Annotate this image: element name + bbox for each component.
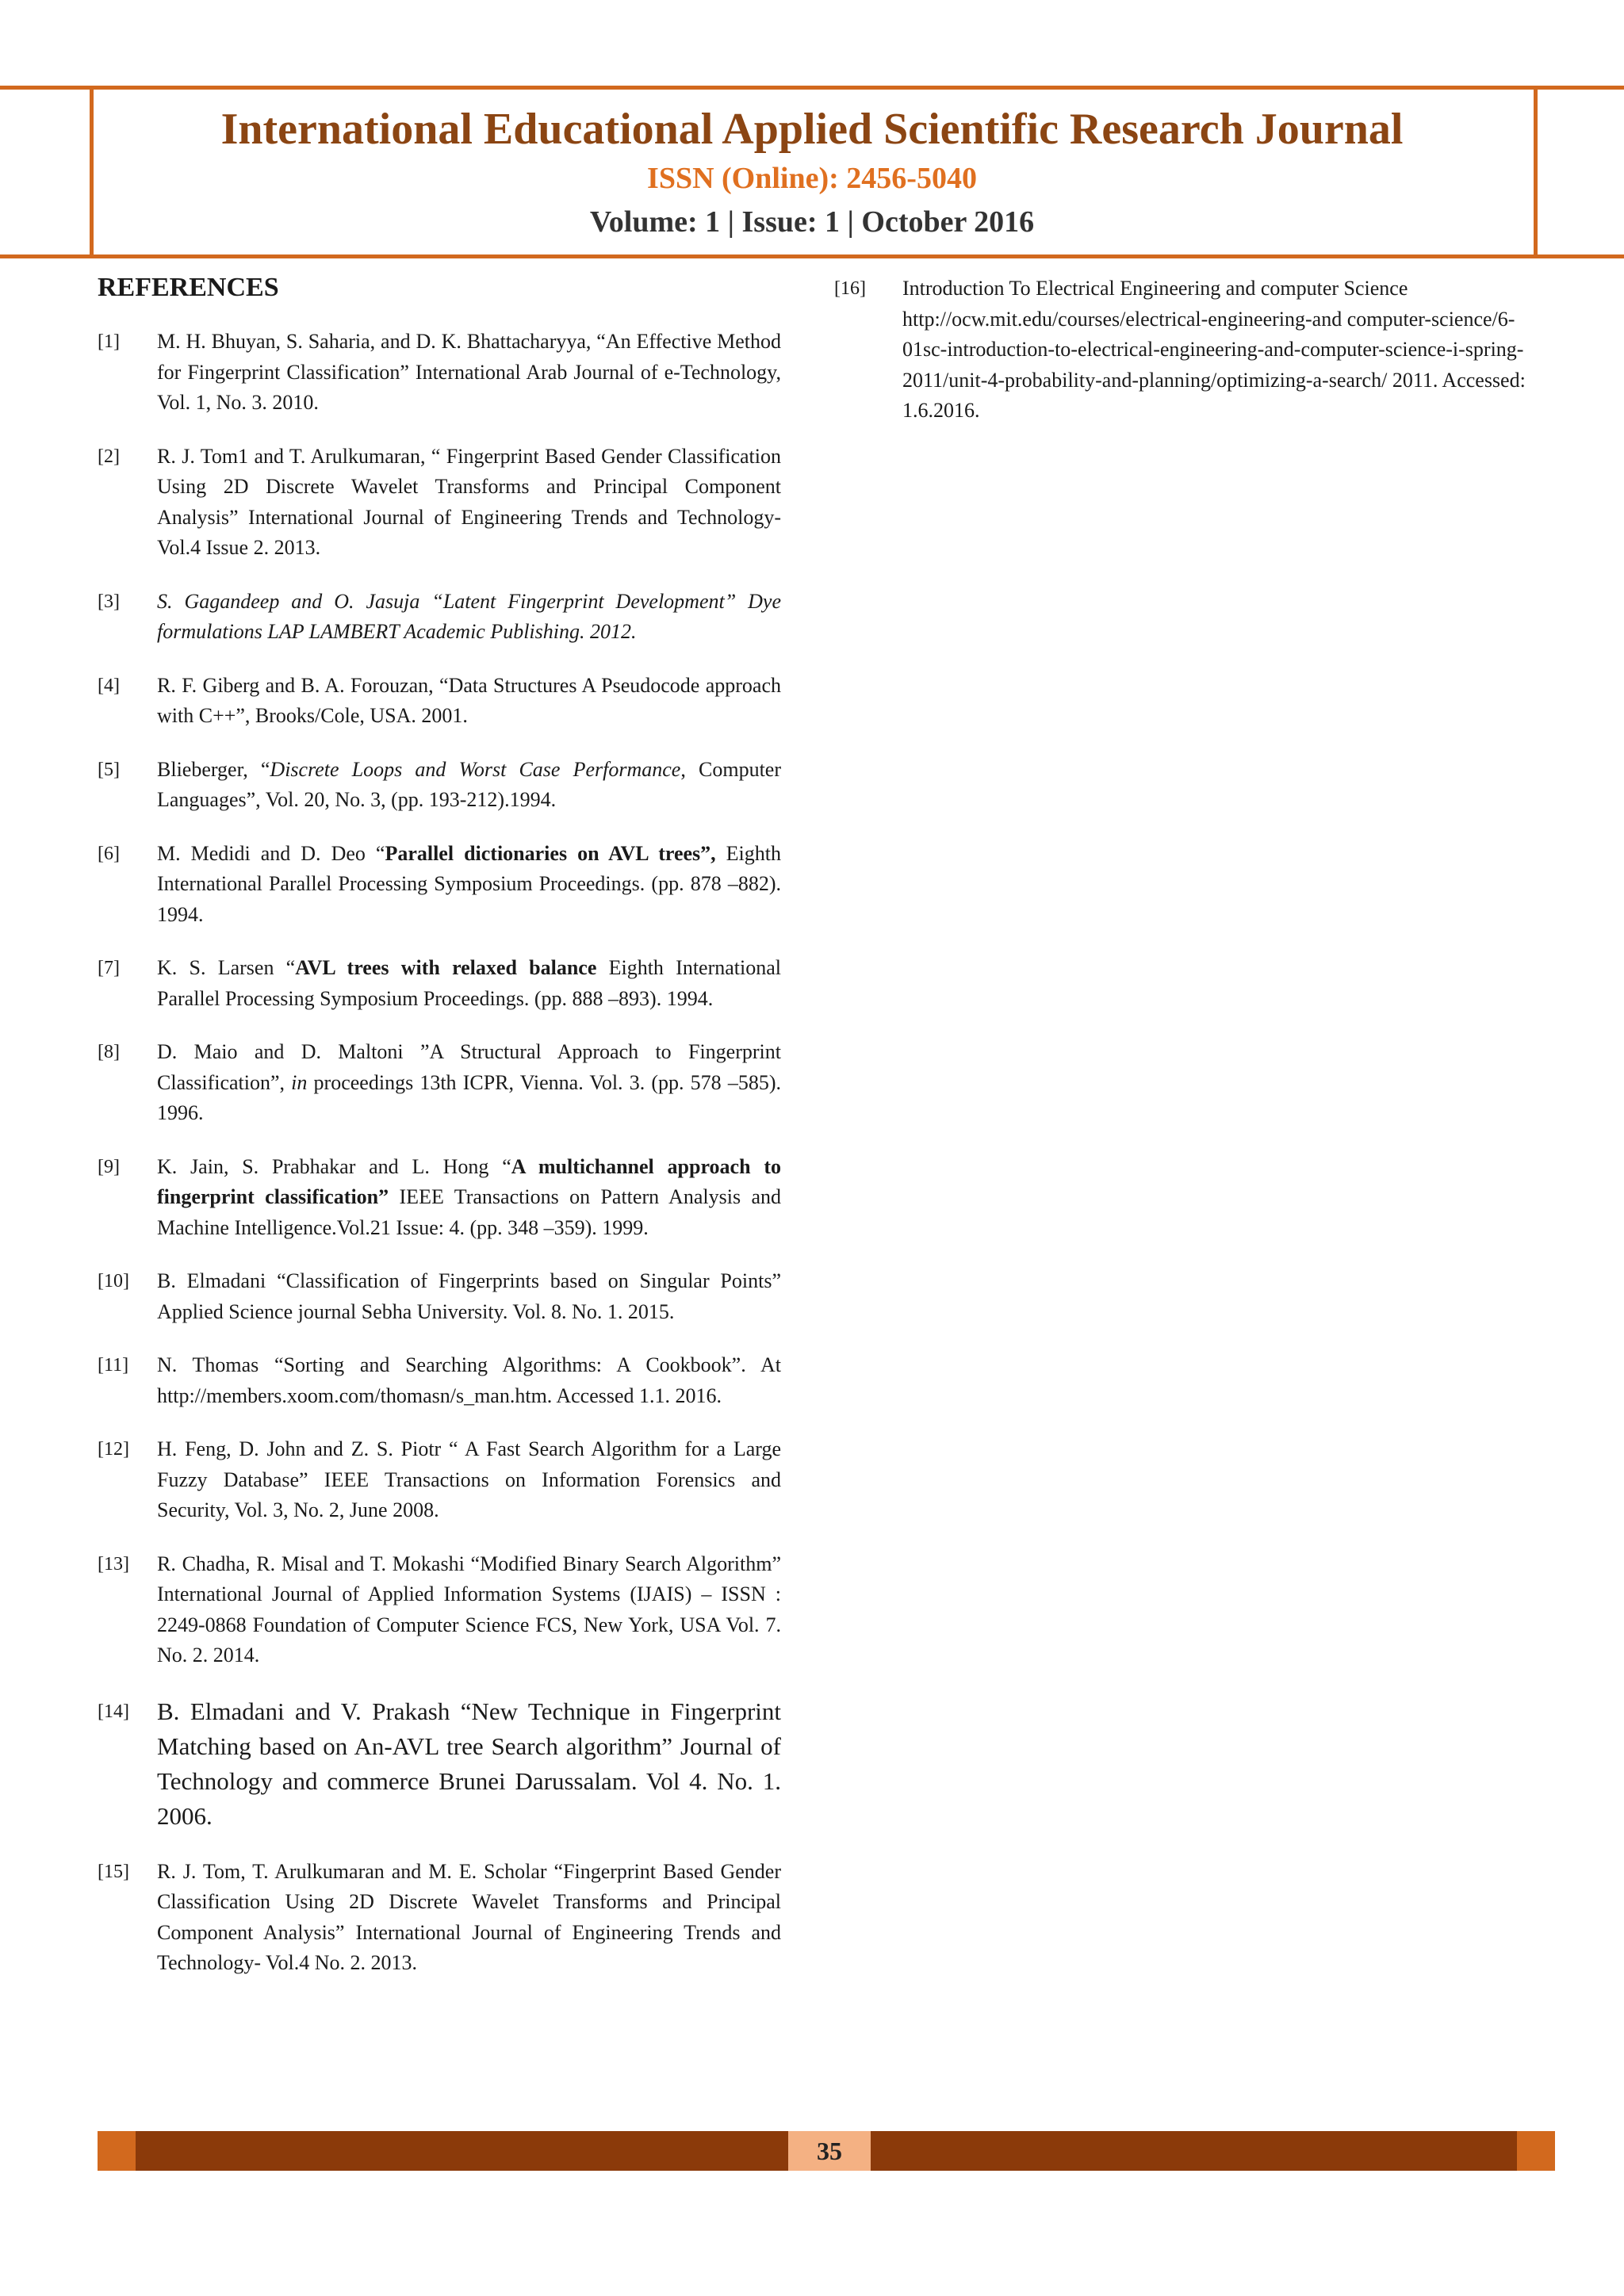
reference-text: M. H. Bhuyan, S. Saharia, and D. K. Bhattacharyya, “An Effective Method for Fingerprint Classification” International Arab Journal of e-Technology, Vol. 1, No. 3. 2010. <box>157 330 781 414</box>
page-number: 35 <box>788 2131 871 2171</box>
journal-header <box>0 86 1624 258</box>
reference-4 <box>98 671 781 732</box>
reference-13 <box>98 1549 781 1671</box>
reference-9 <box>98 1152 781 1244</box>
reference-text: Introduction To Electrical Engineering and computer Science http://ocw.mit.edu/courses/electrical-engineering-and computer-science/6-01sc-introduction-to-electrical-engineering-and-computer-science-i-spring-2011/unit-4-probability-and-planning/optimizing-a-search/ 2011. Accessed: 1.6.2016. <box>902 277 1526 422</box>
reference-number: [11] <box>98 1355 129 1376</box>
references-column-right <box>834 274 1526 450</box>
reference-number: [2] <box>98 446 120 467</box>
reference-text: S. Gagandeep and O. Jasuja “Latent Fingerprint Development” Dye formulations LAP LAMBERT Academic Publishing. 2012. <box>157 589 781 643</box>
reference-text: B. Elmadani “Classification of Fingerprints based on Singular Points” Applied Science journal Sebha University. Vol. 8. No. 1. 2015. <box>157 1269 781 1323</box>
reference-15 <box>98 1857 781 1979</box>
reference-number: [1] <box>98 331 120 352</box>
reference-text: H. Feng, D. John and Z. S. Piotr “ A Fast Search Algorithm for a Large Fuzzy Database” IEEE Transactions on Information Forensics and Security, Vol. 3, No. 2, June 2008. <box>157 1437 781 1521</box>
journal-volume: Volume: 1 | Issue: 1 | October 2016 <box>589 205 1035 239</box>
reference-number: [16] <box>834 278 866 299</box>
page-footer-bar <box>98 2131 1555 2171</box>
reference-text: K. S. Larsen “AVL trees with relaxed balance Eighth International Parallel Processing Symposium Proceedings. (pp. 888 –893). 1994. <box>157 956 782 1010</box>
reference-number: [14] <box>98 1701 129 1722</box>
reference-14 <box>98 1694 781 1834</box>
footer-left-cap <box>98 2131 136 2171</box>
reference-number: [3] <box>98 591 120 612</box>
reference-number: [5] <box>98 759 120 780</box>
reference-7 <box>98 953 781 1014</box>
reference-number: [4] <box>98 675 120 696</box>
reference-number: [15] <box>98 1861 129 1882</box>
reference-text: K. Jain, S. Prabhakar and L. Hong “A multichannel approach to fingerprint classification” IEEE Transactions on Pattern Analysis and Machine Intelligence.Vol.21 Issue: 4. (pp. 348 –359). 1999. <box>157 1154 781 1239</box>
reference-number: [7] <box>98 958 120 978</box>
reference-11 <box>98 1350 781 1411</box>
reference-number: [6] <box>98 843 120 864</box>
journal-title: International Educational Applied Scientific Research Journal <box>220 105 1404 154</box>
reference-10 <box>98 1266 781 1327</box>
reference-text: R. J. Tom1 and T. Arulkumaran, “ Fingerprint Based Gender Classification Using 2D Discrete Wavelet Transforms and Principal Component Analysis” International Journal of Engineering Trends and Technology- Vol.4 Issue 2. 2013. <box>157 444 781 559</box>
reference-5 <box>98 755 781 816</box>
journal-issn: ISSN (Online): 2456-5040 <box>647 162 977 195</box>
section-title: REFERENCES <box>98 273 279 302</box>
reference-number: [10] <box>98 1271 129 1292</box>
footer-right-cap <box>1517 2131 1555 2171</box>
reference-number: [13] <box>98 1553 129 1575</box>
reference-text: M. Medidi and D. Deo “Parallel dictionaries on AVL trees”, Eighth International Parallel Processing Symposium Proceedings. (pp. 878 –882). 1994. <box>157 841 781 926</box>
reference-1 <box>98 327 781 419</box>
reference-text: Blieberger, “Discrete Loops and Worst Case Performance, Computer Languages”, Vol. 20, No. 3, (pp. 193-212).1994. <box>157 757 781 811</box>
reference-3 <box>98 587 781 648</box>
references-column-left <box>98 270 781 2002</box>
reference-text: R. F. Giberg and B. A. Forouzan, “Data Structures A Pseudocode approach with C++”, Brooks/Cole, USA. 2001. <box>157 673 781 727</box>
reference-6 <box>98 839 781 931</box>
reference-text: D. Maio and D. Maltoni ”A Structural Approach to Fingerprint Classification”, in proceedings 13th ICPR, Vienna. Vol. 3. (pp. 578 –585). 1996. <box>157 1040 781 1124</box>
reference-text: B. Elmadani and V. Prakash “New Technique in Fingerprint Matching based on An-AVL tree Search algorithm” Journal of Technology and commerce Brunei Darussalam. Vol 4. No. 1. 2006. <box>157 1697 781 1830</box>
reference-text: R. Chadha, R. Misal and T. Mokashi “Modified Binary Search Algorithm” International Journal of Applied Information Systems (IJAIS) – ISSN : 2249-0868 Foundation of Computer Science FCS, New York, USA Vol. 7. No. 2. 2014. <box>157 1552 781 1667</box>
reference-text: N. Thomas “Sorting and Searching Algorithms: A Cookbook”. At http://members.xoom.com/thomasn/s_man.htm. Accessed 1.1. 2016. <box>157 1353 781 1407</box>
reference-text: R. J. Tom, T. Arulkumaran and M. E. Scholar “Fingerprint Based Gender Classification Using 2D Discrete Wavelet Transforms and Principal Component Analysis” International Journal of Engineering Trends and Technology- Vol.4 No. 2. 2013. <box>157 1859 781 1974</box>
reference-2 <box>98 442 781 564</box>
reference-number: [12] <box>98 1439 129 1460</box>
reference-number: [8] <box>98 1042 120 1062</box>
reference-12 <box>98 1434 781 1526</box>
reference-8 <box>98 1037 781 1129</box>
reference-16 <box>834 274 1526 427</box>
reference-number: [9] <box>98 1156 120 1177</box>
